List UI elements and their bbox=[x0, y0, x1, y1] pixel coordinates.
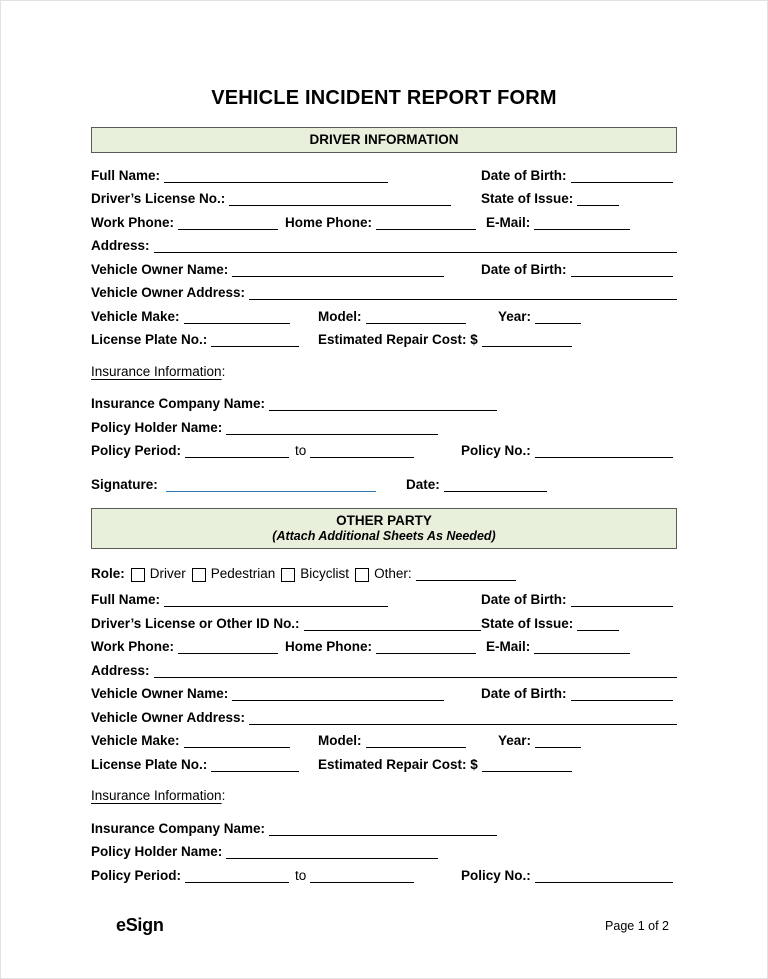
other-model-label: Model: bbox=[318, 733, 362, 748]
driver-address-row bbox=[91, 230, 677, 254]
other-insurance-info-colon: : bbox=[221, 788, 226, 803]
driver-signature-line[interactable] bbox=[166, 477, 376, 492]
driver-phones-row bbox=[91, 206, 677, 230]
driver-year-line[interactable] bbox=[535, 309, 581, 324]
driver-full-name-line[interactable] bbox=[164, 168, 388, 183]
other-year-label: Year: bbox=[498, 733, 532, 748]
other-address-label: Address: bbox=[91, 662, 150, 678]
other-vehicle-make-line[interactable] bbox=[184, 733, 290, 748]
other-owner-name-row bbox=[91, 678, 677, 702]
other-home-phone-line[interactable] bbox=[376, 639, 476, 654]
role-bicyclist-label: Bicyclist bbox=[300, 566, 350, 581]
driver-email-line[interactable] bbox=[534, 215, 630, 230]
page-number: Page 1 of 2 bbox=[605, 918, 669, 933]
driver-vehicle-make-label: Vehicle Make: bbox=[91, 308, 180, 324]
other-policy-holder-row bbox=[91, 836, 677, 860]
driver-policy-period-from-line[interactable] bbox=[185, 443, 289, 458]
other-repair-cost-line[interactable] bbox=[482, 757, 572, 772]
driver-license-no-line[interactable] bbox=[229, 191, 451, 206]
other-policy-period-label: Policy Period: bbox=[91, 867, 182, 883]
other-address-line[interactable] bbox=[154, 663, 677, 678]
driver-policy-no-line[interactable] bbox=[535, 443, 673, 458]
role-other-line[interactable] bbox=[416, 566, 516, 581]
other-email-line[interactable] bbox=[534, 639, 630, 654]
driver-license-no-label: Driver’s License No.: bbox=[91, 191, 226, 206]
driver-policy-holder-row bbox=[91, 411, 677, 435]
driver-vehicle-owner-address-label: Vehicle Owner Address: bbox=[91, 285, 246, 300]
driver-signature-row bbox=[91, 468, 677, 492]
other-state-of-issue-line[interactable] bbox=[577, 616, 619, 631]
other-role-row bbox=[91, 558, 677, 582]
driver-section-title: DRIVER INFORMATION bbox=[309, 132, 459, 147]
driver-dob-label: Date of Birth: bbox=[481, 167, 567, 183]
driver-state-of-issue-label: State of Issue: bbox=[481, 191, 574, 206]
driver-section-header bbox=[91, 127, 677, 153]
other-vehicle-row bbox=[91, 725, 677, 749]
driver-license-plate-label: License Plate No.: bbox=[91, 332, 208, 347]
other-owner-dob-line[interactable] bbox=[571, 686, 673, 701]
driver-date-line[interactable] bbox=[444, 477, 547, 492]
other-party-section-header bbox=[91, 508, 677, 549]
other-insurance-heading-row bbox=[91, 780, 677, 804]
other-vehicle-owner-address-line[interactable] bbox=[249, 710, 677, 725]
driver-email-label: E-Mail: bbox=[486, 214, 531, 230]
driver-owner-dob-line[interactable] bbox=[571, 262, 673, 277]
driver-insurance-info-colon: : bbox=[221, 363, 226, 379]
driver-insurance-info-heading: Insurance Information bbox=[91, 363, 222, 379]
other-policy-period-from-line[interactable] bbox=[185, 868, 289, 883]
role-driver-label: Driver bbox=[149, 566, 186, 581]
other-home-phone-label: Home Phone: bbox=[285, 639, 373, 654]
esign-logo: eSign bbox=[116, 915, 164, 935]
other-party-section-subtitle: (Attach Additional Sheets As Needed) bbox=[272, 528, 496, 543]
other-license-no-label: Driver’s License or Other ID No.: bbox=[91, 615, 300, 631]
other-model-line[interactable] bbox=[366, 733, 466, 748]
driver-vehicle-make-line[interactable] bbox=[184, 309, 290, 324]
other-insurance-company-label: Insurance Company Name: bbox=[91, 820, 266, 836]
other-owner-address-row bbox=[91, 701, 677, 725]
other-policy-holder-label: Policy Holder Name: bbox=[91, 844, 223, 859]
role-bicyclist-checkbox[interactable] bbox=[281, 568, 295, 582]
other-policy-period-to-line[interactable] bbox=[310, 868, 414, 883]
other-phones-row bbox=[91, 631, 677, 655]
other-role-label: Role: bbox=[91, 566, 125, 581]
driver-address-line[interactable] bbox=[154, 238, 677, 253]
other-full-name-row bbox=[91, 584, 677, 608]
driver-policy-holder-label: Policy Holder Name: bbox=[91, 419, 223, 435]
driver-repair-cost-line[interactable] bbox=[482, 332, 572, 347]
other-state-of-issue-label: State of Issue: bbox=[481, 615, 574, 631]
driver-owner-address-row bbox=[91, 277, 677, 301]
role-pedestrian-label: Pedestrian bbox=[210, 566, 276, 581]
role-driver-checkbox[interactable] bbox=[131, 568, 145, 582]
driver-year-label: Year: bbox=[498, 308, 532, 324]
driver-policy-period-row bbox=[91, 435, 677, 459]
driver-insurance-company-line[interactable] bbox=[269, 396, 497, 411]
page-footer bbox=[91, 915, 669, 936]
driver-owner-name-row bbox=[91, 253, 677, 277]
role-pedestrian-checkbox[interactable] bbox=[192, 568, 206, 582]
driver-full-name-label: Full Name: bbox=[91, 167, 161, 183]
other-policy-period-row bbox=[91, 859, 677, 883]
driver-home-phone-line[interactable] bbox=[376, 215, 476, 230]
other-license-plate-label: License Plate No.: bbox=[91, 756, 208, 772]
driver-insurance-company-row bbox=[91, 388, 677, 412]
other-vehicle-make-label: Vehicle Make: bbox=[91, 733, 180, 748]
driver-state-of-issue-line[interactable] bbox=[577, 191, 619, 206]
other-full-name-line[interactable] bbox=[164, 592, 388, 607]
driver-vehicle-row bbox=[91, 300, 677, 324]
other-vehicle-owner-name-label: Vehicle Owner Name: bbox=[91, 686, 229, 701]
driver-policy-holder-line[interactable] bbox=[226, 420, 438, 435]
role-other-checkbox[interactable] bbox=[355, 568, 369, 582]
driver-vehicle-owner-name-line[interactable] bbox=[232, 262, 444, 277]
other-address-row bbox=[91, 654, 677, 678]
driver-insurance-heading-row bbox=[91, 355, 677, 379]
driver-insurance-company-label: Insurance Company Name: bbox=[91, 396, 266, 411]
driver-home-phone-label: Home Phone: bbox=[285, 214, 373, 230]
driver-vehicle-owner-address-line[interactable] bbox=[249, 285, 677, 300]
other-owner-dob-label: Date of Birth: bbox=[481, 686, 567, 701]
other-policy-period-to-label: to bbox=[295, 867, 307, 883]
other-dob-label: Date of Birth: bbox=[481, 592, 567, 607]
other-work-phone-line[interactable] bbox=[178, 639, 278, 654]
driver-work-phone-line[interactable] bbox=[178, 215, 278, 230]
driver-dob-line[interactable] bbox=[571, 168, 673, 183]
other-party-section-title: OTHER PARTY bbox=[336, 512, 432, 528]
driver-repair-cost-label: Estimated Repair Cost: $ bbox=[318, 332, 478, 347]
driver-policy-period-label: Policy Period: bbox=[91, 443, 182, 458]
role-other-label: Other: bbox=[374, 566, 412, 581]
other-repair-cost-label: Estimated Repair Cost: $ bbox=[318, 756, 478, 772]
other-license-no-line[interactable] bbox=[304, 616, 481, 631]
driver-work-phone-label: Work Phone: bbox=[91, 214, 175, 230]
driver-model-line[interactable] bbox=[366, 309, 466, 324]
other-year-line[interactable] bbox=[535, 733, 581, 748]
driver-policy-no-label: Policy No.: bbox=[461, 443, 531, 458]
other-vehicle-owner-name-line[interactable] bbox=[232, 686, 444, 701]
other-email-label: E-Mail: bbox=[486, 639, 531, 654]
other-work-phone-label: Work Phone: bbox=[91, 639, 175, 654]
driver-date-label: Date: bbox=[406, 476, 440, 492]
other-dob-line[interactable] bbox=[571, 592, 673, 607]
driver-owner-dob-label: Date of Birth: bbox=[481, 261, 567, 277]
other-policy-no-label: Policy No.: bbox=[461, 867, 531, 883]
other-plate-row bbox=[91, 748, 677, 772]
other-insurance-company-row bbox=[91, 812, 677, 836]
other-insurance-info-heading: Insurance Information bbox=[91, 788, 222, 803]
driver-model-label: Model: bbox=[318, 308, 362, 324]
driver-license-row bbox=[91, 183, 677, 207]
page-title: VEHICLE INCIDENT REPORT FORM bbox=[211, 87, 557, 109]
driver-full-name-row bbox=[91, 159, 677, 183]
driver-vehicle-owner-name-label: Vehicle Owner Name: bbox=[91, 261, 229, 277]
other-license-row bbox=[91, 607, 677, 631]
other-full-name-label: Full Name: bbox=[91, 592, 161, 607]
other-vehicle-owner-address-label: Vehicle Owner Address: bbox=[91, 709, 246, 725]
other-policy-holder-line[interactable] bbox=[226, 844, 438, 859]
driver-address-label: Address: bbox=[91, 238, 150, 253]
driver-policy-period-to-label: to bbox=[295, 443, 307, 458]
driver-plate-row bbox=[91, 324, 677, 348]
driver-signature-label: Signature: bbox=[91, 476, 158, 492]
driver-license-plate-line[interactable] bbox=[211, 332, 299, 347]
other-insurance-company-line[interactable] bbox=[269, 821, 497, 836]
other-license-plate-line[interactable] bbox=[211, 757, 299, 772]
driver-policy-period-to-line[interactable] bbox=[310, 443, 414, 458]
other-policy-no-line[interactable] bbox=[535, 868, 673, 883]
